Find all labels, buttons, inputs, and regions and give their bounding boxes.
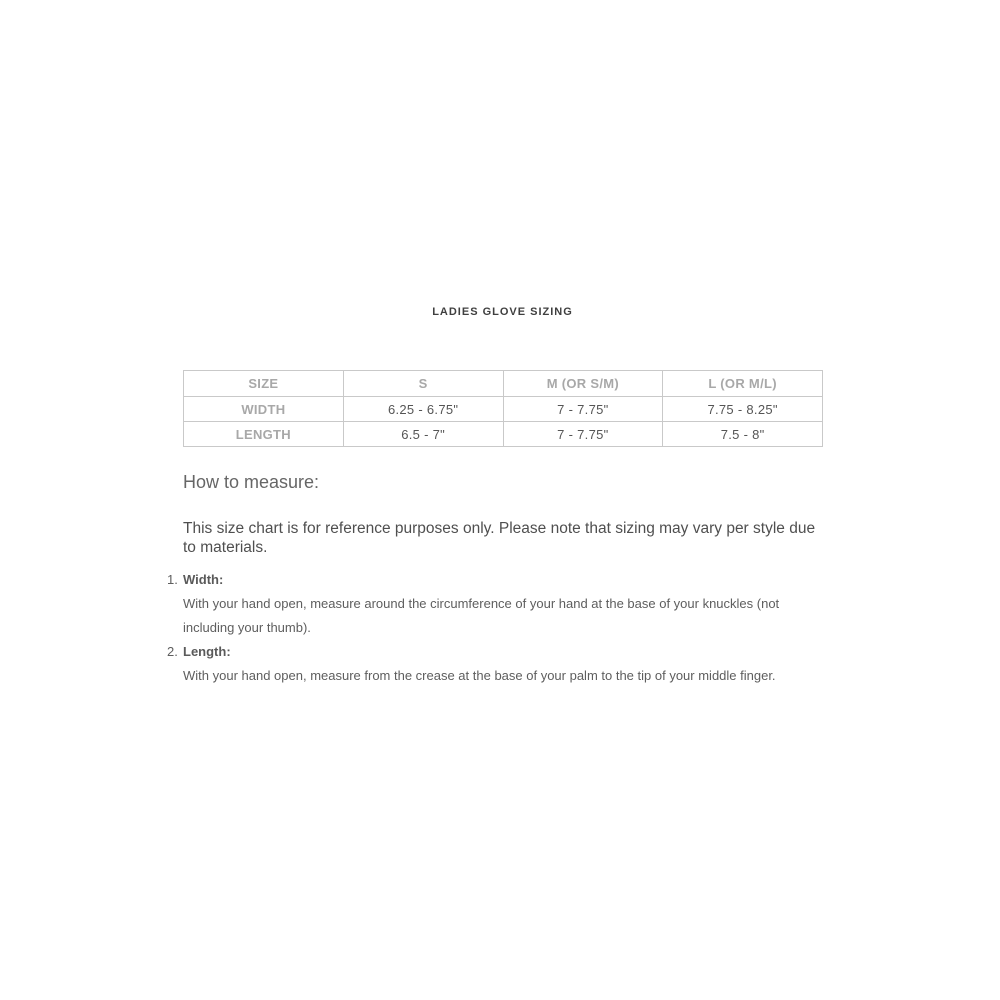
measure-heading: How to measure:: [183, 472, 320, 492]
table-cell: 7.75 - 8.25": [663, 397, 823, 422]
column-header: S: [343, 371, 503, 397]
column-header: M (OR S/M): [503, 371, 663, 397]
row-header: WIDTH: [184, 397, 344, 422]
column-header: L (OR M/L): [663, 371, 823, 397]
step-text: With your hand open, measure from the crease at the base of your palm to the tip of your middle finger.: [183, 668, 776, 683]
table-cell: 7 - 7.75": [503, 422, 663, 447]
list-item: [167, 568, 833, 640]
step-label: Width:: [183, 572, 224, 587]
table-header-row: [184, 371, 823, 397]
table-cell: 7 - 7.75": [503, 397, 663, 422]
list-item: [167, 640, 833, 688]
table-cell: 6.5 - 7": [343, 422, 503, 447]
table-cell: 6.25 - 6.75": [343, 397, 503, 422]
step-text: With your hand open, measure around the circumference of your hand at the base of your knuckles (not including your thumb).: [183, 596, 780, 635]
step-number: 2.: [167, 644, 178, 659]
row-header: LENGTH: [184, 422, 344, 447]
table-row: [184, 422, 823, 447]
disclaimer-text: This size chart is for reference purposes only. Please note that sizing may vary per style due to materials.: [183, 520, 816, 556]
step-number: 1.: [167, 572, 178, 587]
measure-steps-list: [167, 568, 833, 688]
column-header: SIZE: [184, 371, 344, 397]
table-row: [184, 397, 823, 422]
page-title: LADIES GLOVE SIZING: [432, 306, 573, 318]
table-cell: 7.5 - 8": [663, 422, 823, 447]
size-chart-table: [183, 370, 823, 447]
step-label: Length:: [183, 644, 231, 659]
